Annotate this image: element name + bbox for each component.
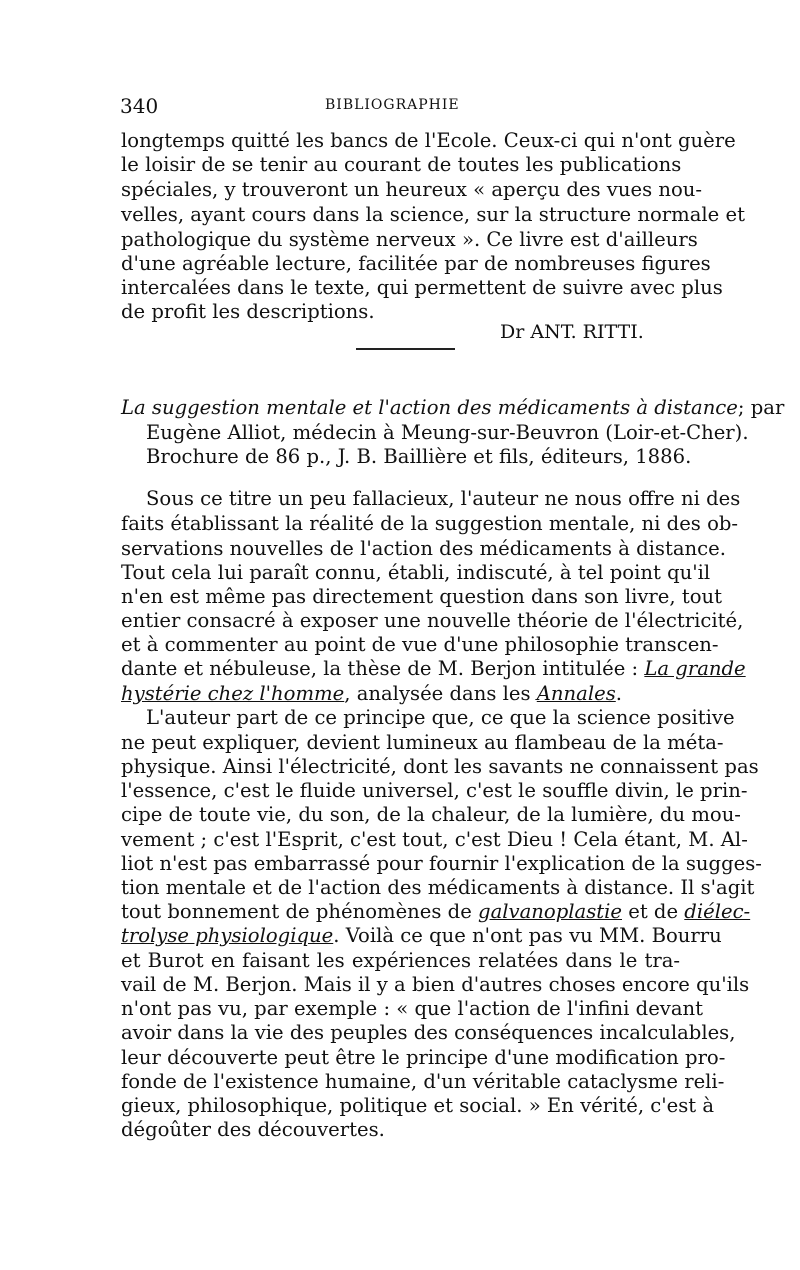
text-line: vement ; c'est l'Esprit, c'est tout, c'est Dieu ! Cela étant, M. Al- — [121, 828, 748, 851]
book-title: La suggestion mentale et l'action des médicaments à distance — [121, 396, 738, 419]
citation-line: Eugène Alliot, médecin à Meung-sur-Beuvron (Loir-et-Cher). — [146, 421, 749, 444]
text-line: entier consacré à exposer une nouvelle théorie de l'électricité, — [121, 609, 744, 632]
text-line: cipe de toute vie, du son, de la chaleur, de la lumière, du mou- — [121, 803, 741, 826]
text-segment: et de — [622, 900, 685, 923]
text-line — [121, 924, 722, 948]
text-line: spéciales, y trouveront un heureux « aperçu des vues nou- — [121, 178, 703, 201]
text-line: faits établissant la réalité de la suggestion mentale, ni des ob- — [121, 512, 739, 535]
citation-line: Brochure de 86 p., J. B. Baillière et fils, éditeurs, 1886. — [146, 445, 692, 468]
text-line: avoir dans la vie des peuples des conséquences incalculables, — [121, 1021, 736, 1044]
italic-term: galvanoplastie — [478, 900, 622, 923]
signature-name: ANT. RITTI. — [530, 321, 644, 343]
text-line — [121, 682, 622, 706]
text-line: fonde de l'existence humaine, d'un véritable cataclysme reli- — [121, 1070, 725, 1093]
referenced-title: La grande — [644, 657, 746, 680]
text-line: velles, ayant cours dans la science, sur la structure normale et — [121, 203, 745, 226]
text-line: servations nouvelles de l'action des médicaments à distance. — [121, 537, 726, 560]
text-line: n'en est même pas directement question dans son livre, tout — [121, 585, 723, 608]
text-line: pathologique du système nerveux ». Ce livre est d'ailleurs — [121, 228, 698, 251]
text-line: Tout cela lui paraît connu, établi, indiscuté, à tel point qu'il — [121, 561, 711, 584]
text-line: tion mentale et de l'action des médicaments à distance. Il s'agit — [121, 876, 755, 899]
page-header — [120, 94, 680, 118]
text-line: longtemps quitté les bancs de l'Ecole. Ceux-ci qui n'ont guère — [121, 129, 736, 152]
signature-prefix: Dr — [500, 321, 525, 343]
text-line: gieux, philosophique, politique et social. » En vérité, c'est à — [121, 1094, 715, 1117]
text-segment: . — [615, 682, 622, 705]
text-line: n'ont pas vu, par exemple : « que l'action de l'infini devant — [121, 997, 704, 1020]
section-separator — [356, 348, 455, 350]
text-line: physique. Ainsi l'électricité, dont les savants ne connaissent pas — [121, 755, 759, 778]
text-segment: , analysée dans les — [344, 682, 537, 705]
referenced-title: hystérie chez l'homme — [121, 682, 345, 705]
text-line: intercalées dans le texte, qui permettent de suivre avec plus — [121, 276, 723, 299]
citation-by: ; par — [737, 396, 785, 419]
text-line: dégoûter des découvertes. — [121, 1118, 385, 1141]
journal-title: Annales — [536, 682, 616, 705]
text-line: d'une agréable lecture, facilitée par de nombreuses figures — [121, 252, 711, 275]
page-number: 340 — [120, 94, 159, 118]
running-title: BIBLIOGRAPHIE — [325, 97, 460, 113]
text-line — [121, 900, 751, 924]
text-line: l'essence, c'est le fluide universel, c'est le souffle divin, le prin- — [121, 779, 748, 802]
text-segment: dante et nébuleuse, la thèse de M. Berjon intitulée : — [121, 657, 639, 680]
text-line: liot n'est pas embarrassé pour fournir l'explication de la sugges- — [121, 852, 762, 875]
text-line: ne peut expliquer, devient lumineux au flambeau de la méta- — [121, 731, 724, 754]
text-line: le loisir de se tenir au courant de toutes les publications — [121, 153, 682, 176]
text-line: et à commenter au point de vue d'une philosophie transcen- — [121, 633, 719, 656]
text-line: Sous ce titre un peu fallacieux, l'auteur ne nous offre ni des — [146, 487, 741, 510]
italic-term: diélec- — [684, 900, 751, 923]
text-line: leur découverte peut être le principe d'une modification pro- — [121, 1046, 726, 1069]
text-segment: . Voilà ce que n'ont pas vu MM. Bourru — [333, 924, 722, 947]
text-segment: tout bonnement de phénomènes de — [121, 900, 479, 923]
text-line: vail de M. Berjon. Mais il y a bien d'autres choses encore qu'ils — [121, 973, 750, 996]
text-line: L'auteur part de ce principe que, ce que la science positive — [146, 706, 735, 729]
text-line — [121, 657, 746, 681]
italic-term: trolyse physiologique — [121, 924, 334, 947]
text-line: et Burot en faisant les expériences relatées dans le tra- — [121, 949, 680, 972]
review-signature — [500, 321, 644, 343]
text-line: de profit les descriptions. — [121, 300, 375, 323]
citation-title-line — [121, 396, 785, 420]
